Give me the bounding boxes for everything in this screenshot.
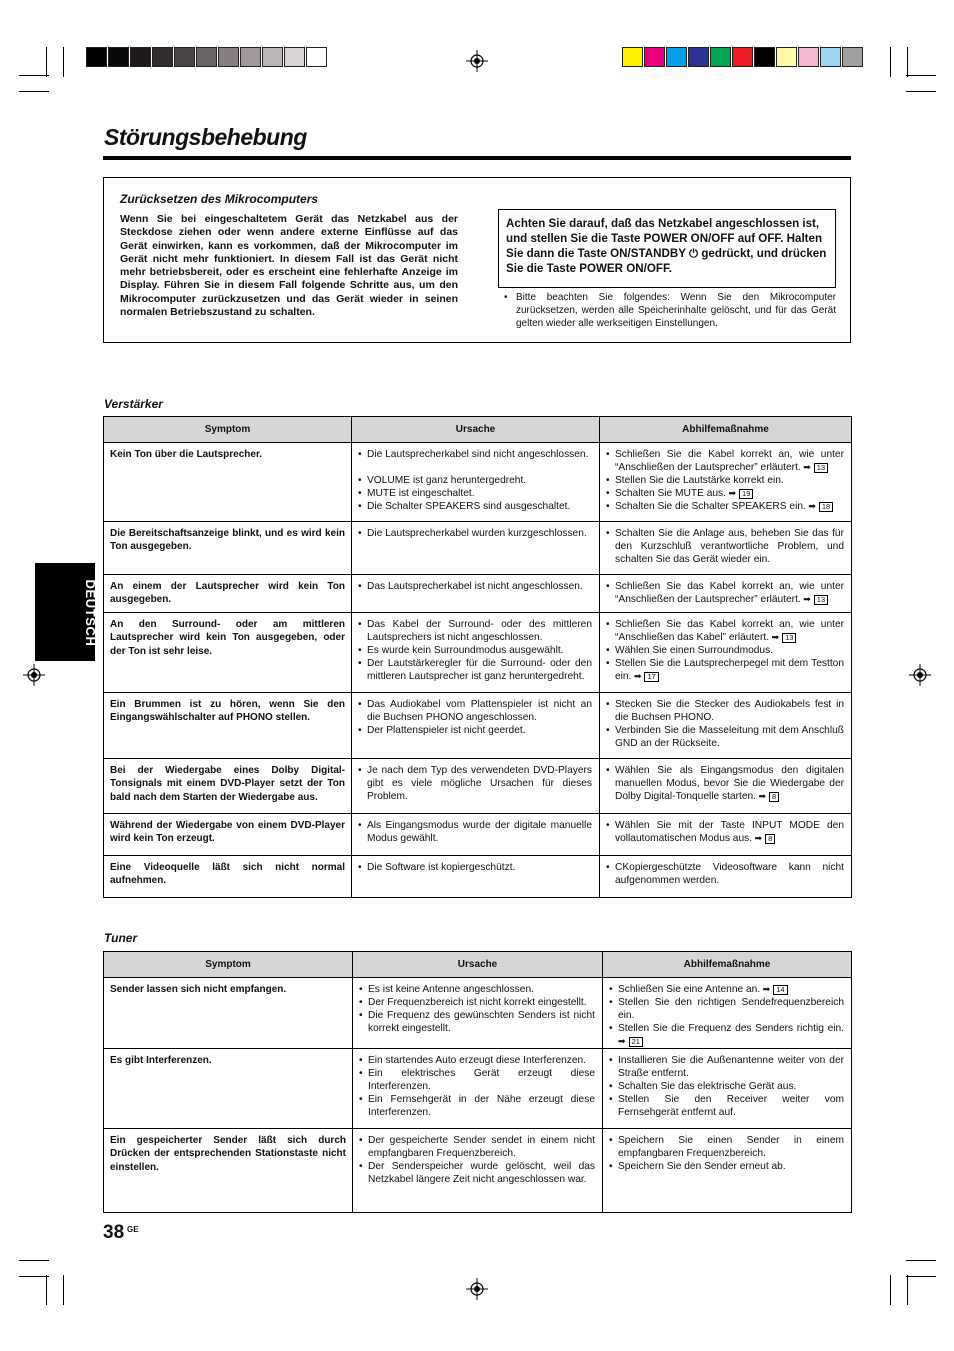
- list-item-text: Der Lautstärkeregler für die Surround- oder den mittleren Lautsprecher ist ganz heruntergedreht.: [367, 658, 592, 682]
- list-item-text: Schließen Sie die Kabel korrekt an, wie unter “Anschließen der Lautsprecher” erläutert.: [615, 449, 844, 473]
- page-reference-arrow-icon: ➡: [618, 1036, 626, 1046]
- list-item: [606, 500, 844, 513]
- color-swatch: [196, 47, 217, 67]
- list-item: [606, 657, 844, 683]
- page-reference: 14: [773, 985, 787, 995]
- list-item: [606, 819, 844, 845]
- column-header-cause: Ursache: [352, 417, 600, 443]
- list-item-text: Wählen Sie mit der Taste INPUT MODE den vollautomatischen Modus aus.: [615, 820, 844, 844]
- page-reference-arrow-icon: ➡: [805, 501, 816, 511]
- page-reference-arrow-icon: ➡: [725, 488, 737, 498]
- table-row: [104, 522, 852, 575]
- remedy-cell: [600, 814, 852, 856]
- table-row: [104, 443, 852, 522]
- table-row: [104, 978, 852, 1049]
- title-rule: [103, 156, 851, 160]
- list-item: [358, 698, 592, 724]
- amp-troubleshooting-table: [103, 416, 852, 898]
- cause-cell: [352, 693, 600, 759]
- page-reference: 13: [814, 463, 828, 473]
- list-item-text: Stellen Sie den richtigen Sendefrequenzbereich ein.: [618, 997, 844, 1021]
- symptom-cell: An den Surround- oder am mittleren Lautsprecher wird kein Ton ausgegeben, oder der Ton ist sehr leise.: [104, 613, 352, 693]
- remedy-cell: [600, 759, 852, 814]
- color-swatch: [86, 47, 107, 67]
- cause-cell: [353, 1049, 603, 1129]
- remedy-cell: [600, 693, 852, 759]
- list-item-text: Schließen Sie das Kabel korrekt an, wie unter “Anschließen der Lautsprecher” erläutert.: [615, 581, 844, 605]
- list-item-text: Installieren Sie die Außenantenne weiter von der Straße entfernt.: [618, 1055, 844, 1079]
- symptom-cell: Eine Videoquelle läßt sich nicht normal aufnehmen.: [104, 856, 352, 898]
- color-swatch: [262, 47, 283, 67]
- list-item: [358, 657, 592, 683]
- color-swatch: [152, 47, 173, 67]
- list-item-text: Die Lautsprecherkabel sind nicht angeschlossen.: [367, 449, 589, 460]
- color-swatch: [284, 47, 305, 67]
- list-item: [606, 448, 844, 474]
- remedy-cell: [603, 1049, 852, 1129]
- remedy-cell: [600, 522, 852, 575]
- page-reference: 18: [819, 502, 833, 512]
- list-item: [606, 580, 844, 606]
- list-item: [359, 1067, 595, 1093]
- list-item-text: Ein Fernsehgerät in der Nähe erzeugt diese Interferenzen.: [368, 1094, 595, 1118]
- list-item-text: Stecken Sie die Stecker des Audiokabels fest in die Buchsen PHONO.: [615, 699, 844, 723]
- list-item: [606, 618, 844, 644]
- reset-section: [103, 177, 851, 343]
- symptom-cell: Es gibt Interferenzen.: [104, 1049, 353, 1129]
- symptom-cell: Bei der Wiedergabe eines Dolby Digital-Tonsignals mit einem DVD-Player setzt der Ton bald nach dem Starten der Wiedergabe aus.: [104, 759, 352, 814]
- color-swatch: [754, 47, 775, 67]
- list-item-text: Ein elektrisches Gerät erzeugt diese Interferenzen.: [368, 1068, 595, 1092]
- page-reference-arrow-icon: ➡: [800, 594, 811, 604]
- list-item-text: VOLUME ist ganz heruntergedreht.: [367, 475, 527, 486]
- table-row: [104, 1049, 852, 1129]
- page-reference: 8: [765, 834, 775, 844]
- list-item-text: Wählen Sie als Eingangsmodus den digitalen manuellen Modus, bevor Sie die Wiedergabe der Dolby Digital-Tonquelle starten.: [615, 765, 844, 802]
- list-item: [609, 1134, 844, 1160]
- list-item: [609, 1093, 844, 1119]
- list-item-text: Das Kabel der Surround- oder des mittleren Lautsprechers ist nicht angeschlossen.: [367, 619, 592, 643]
- table-row: [104, 575, 852, 613]
- column-header-remedy: Abhilfemaßnahme: [603, 952, 852, 978]
- list-item: [358, 618, 592, 644]
- color-swatch: [776, 47, 797, 67]
- list-item-text: Die Software ist kopiergeschützt.: [367, 862, 516, 873]
- remedy-cell: [603, 978, 852, 1049]
- color-swatch: [108, 47, 129, 67]
- list-item: [606, 527, 844, 566]
- list-item: [609, 1022, 844, 1048]
- list-item: [359, 996, 595, 1009]
- list-item-text: Der Plattenspieler ist nicht geerdet.: [367, 725, 526, 736]
- list-item-text: Die Schalter SPEAKERS sind ausgeschaltet.: [367, 501, 571, 512]
- amp-heading: Verstärker: [104, 397, 163, 411]
- list-item: [358, 527, 592, 540]
- table-row: [104, 759, 852, 814]
- color-swatch: [666, 47, 687, 67]
- cmyk-color-bar: [622, 47, 864, 67]
- page-reference-arrow-icon: ➡: [800, 462, 811, 472]
- registration-mark-icon: [466, 50, 488, 72]
- remedy-cell: [600, 443, 852, 522]
- list-item-text: Schließen Sie eine Antenne an.: [618, 984, 761, 995]
- list-item: [609, 1160, 844, 1173]
- reset-heading: Zurücksetzen des Mikrocomputers: [120, 192, 319, 206]
- list-item-text: Verbinden Sie die Masseleitung mit dem Anschluß GND an der Rückseite.: [615, 725, 844, 749]
- list-item-text: Ein startendes Auto erzeugt diese Interferenzen.: [368, 1055, 587, 1066]
- page-language-code: GE: [127, 1225, 139, 1234]
- list-item: [606, 861, 844, 887]
- page-number: 38: [103, 1222, 125, 1243]
- list-item: [359, 1160, 595, 1186]
- list-item: [606, 724, 844, 750]
- cause-cell: [353, 1129, 603, 1213]
- list-item-text: Wählen Sie einen Surroundmodus.: [615, 645, 774, 656]
- list-item-text: Stellen Sie die Lautsprecherpegel mit dem Testton ein.: [615, 658, 844, 682]
- list-item-text: Die Frequenz des gewünschten Senders ist nicht korrekt eingestellt.: [368, 1010, 595, 1034]
- symptom-cell: Kein Ton über die Lautsprecher.: [104, 443, 352, 522]
- symptom-cell: An einem der Lautsprecher wird kein Ton ausgegeben.: [104, 575, 352, 613]
- grayscale-color-bar: [86, 47, 328, 67]
- remedy-cell: [603, 1129, 852, 1213]
- list-item: [358, 644, 592, 657]
- reset-note: • Bitte beachten Sie folgendes: Wenn Sie den Mikrocomputer zurücksetzen, werden alle Speicherinhalte gelöscht, und für das Gerät gelten wieder alle werkseitigen Einstellungen.: [504, 292, 836, 329]
- remedy-cell: [600, 575, 852, 613]
- list-item-text: Es ist keine Antenne angeschlossen.: [368, 984, 534, 995]
- cause-cell: [352, 759, 600, 814]
- list-item-text: Schalten Sie die Anlage aus, beheben Sie das für den Kurzschluß verantwortliche Problem, und schalten Sie das Gerät wieder ein.: [615, 528, 844, 565]
- color-swatch: [240, 47, 261, 67]
- table-row: [104, 814, 852, 856]
- cause-cell: [352, 443, 600, 522]
- cause-cell: [352, 814, 600, 856]
- list-item-text: Stellen Sie die Frequenz des Senders richtig ein.: [618, 1023, 844, 1034]
- column-header-symptom: Symptom: [104, 952, 353, 978]
- page-reference-arrow-icon: ➡: [752, 833, 763, 843]
- color-swatch: [842, 47, 863, 67]
- color-swatch: [306, 47, 327, 67]
- list-item: [358, 764, 592, 803]
- list-item-text: Schalten Sie die Schalter SPEAKERS ein.: [615, 501, 806, 512]
- list-item: [606, 698, 844, 724]
- color-swatch: [820, 47, 841, 67]
- list-item: [359, 1054, 595, 1067]
- table-row: [104, 693, 852, 759]
- registration-mark-icon: [909, 664, 931, 686]
- registration-mark-icon: [23, 664, 45, 686]
- list-item-text: Es wurde kein Surroundmodus ausgewählt.: [367, 645, 564, 656]
- cause-cell: [352, 856, 600, 898]
- registration-mark-icon: [466, 1278, 488, 1300]
- list-item-text: Je nach dem Typ des verwendeten DVD-Players gibt es viele mögliche Ursachen für dieses Problem.: [367, 765, 592, 802]
- color-swatch: [622, 47, 643, 67]
- list-item-text: Die Lautsprecherkabel wurden kurzgeschlossen.: [367, 528, 587, 539]
- page-reference: 8: [769, 792, 779, 802]
- color-swatch: [732, 47, 753, 67]
- list-item-text: Speichern Sie einen Sender in einem empfangbaren Frequenzbereich.: [618, 1135, 844, 1159]
- page-reference: 19: [739, 489, 753, 499]
- table-row: [104, 856, 852, 898]
- list-item: [358, 474, 592, 487]
- list-item: [359, 1093, 595, 1119]
- page-reference: 21: [629, 1037, 643, 1047]
- remedy-cell: [600, 613, 852, 693]
- list-item-text: Schalten Sie das elektrische Gerät aus.: [618, 1081, 797, 1092]
- list-item-text: Schließen Sie das Kabel korrekt an, wie unter “Anschließen das Kabel” erläutert.: [615, 619, 844, 643]
- list-item-text: Das Lautsprecherkabel ist nicht angeschlossen.: [367, 581, 583, 592]
- language-tab-label: DEUTSCH: [83, 579, 98, 647]
- list-item-text: Der Frequenzbereich ist nicht korrekt eingestellt.: [368, 997, 587, 1008]
- list-item: [358, 861, 592, 874]
- page-reference-arrow-icon: ➡: [760, 984, 771, 994]
- color-swatch: [130, 47, 151, 67]
- color-swatch: [644, 47, 665, 67]
- color-swatch: [710, 47, 731, 67]
- list-item-text: Das Audiokabel vom Plattenspieler ist nicht an die Buchsen PHONO angeschlossen.: [367, 699, 592, 723]
- list-item: [359, 983, 595, 996]
- reset-note-text: Bitte beachten Sie folgendes: Wenn Sie den Mikrocomputer zurücksetzen, werden alle Speicherinhalte gelöscht, und für das Gerät gelten wieder alle werkseitigen Einstellungen.: [516, 292, 836, 329]
- list-item-text: Speichern Sie den Sender erneut ab.: [618, 1161, 786, 1172]
- list-item: [609, 1080, 844, 1093]
- column-header-remedy: Abhilfemaßnahme: [600, 417, 852, 443]
- symptom-cell: Sender lassen sich nicht empfangen.: [104, 978, 353, 1049]
- list-item: [609, 996, 844, 1022]
- color-swatch: [798, 47, 819, 67]
- reset-instructions: Achten Sie darauf, daß das Netzkabel angeschlossen ist, und stellen Sie die Taste POWER ON/OFF auf OFF. Halten Sie dann die Taste ON/STANDBY ⏻ gedrückt, und drücken Sie die Taste POWER ON/OFF.: [498, 209, 836, 288]
- cause-cell: [352, 522, 600, 575]
- page-title: Störungsbehebung: [104, 124, 307, 150]
- cause-cell: [353, 978, 603, 1049]
- table-row: [104, 613, 852, 693]
- list-item: [606, 644, 844, 657]
- tuner-heading: Tuner: [104, 931, 138, 945]
- page-reference: 17: [644, 672, 658, 682]
- list-item: [358, 487, 592, 500]
- list-item: [606, 487, 844, 500]
- page-reference: 13: [814, 595, 828, 605]
- color-swatch: [174, 47, 195, 67]
- list-item: [606, 764, 844, 803]
- symptom-cell: Ein gespeicherter Sender läßt sich durch Drücken der entsprechenden Stationstaste nicht einstellen.: [104, 1129, 353, 1213]
- page-reference-arrow-icon: ➡: [631, 671, 642, 681]
- list-item-text: Der gespeicherte Sender sendet in einem nicht empfangbaren Frequenzbereich.: [368, 1135, 595, 1159]
- list-item-text: CKopiergeschützte Videosoftware kann nicht aufgenommen werden.: [615, 862, 844, 886]
- remedy-cell: [600, 856, 852, 898]
- color-swatch: [218, 47, 239, 67]
- symptom-cell: Die Bereitschaftsanzeige blinkt, und es wird kein Ton ausgegeben.: [104, 522, 352, 575]
- list-item: [359, 1134, 595, 1160]
- list-item-text: Stellen Sie den Receiver weiter vom Fernsehgerät entfernt auf.: [618, 1094, 844, 1118]
- column-header-symptom: Symptom: [104, 417, 352, 443]
- list-item-text: MUTE ist eingeschaltet.: [367, 488, 475, 499]
- list-item: [358, 500, 592, 513]
- list-item: [358, 819, 592, 845]
- list-item-text: Schalten Sie MUTE aus.: [615, 488, 726, 499]
- color-swatch: [688, 47, 709, 67]
- column-header-cause: Ursache: [353, 952, 603, 978]
- symptom-cell: Während der Wiedergabe von einem DVD-Player wird kein Ton erzeugt.: [104, 814, 352, 856]
- list-item: [358, 448, 592, 461]
- reset-paragraph: Wenn Sie bei eingeschaltetem Gerät das Netzkabel aus der Steckdose ziehen oder wenn andere externe Einflüsse auf das Gerät einwirken, kann es vorkommen, daß der Mikrocomputer im Gerät nicht mehr funktioniert. In diesem Fall ist das Gerät nicht mehr betriebsbereit, oder es erscheint eine fehlerhafte Anzeige im Display. Führen Sie in diesem Fall folgende Schritte aus, um den Mikrocomputer zurückzusetzen und das Gerät wieder in seinen normalen Betriebszustand zu schalten.: [120, 213, 458, 319]
- list-item: [609, 983, 844, 996]
- cause-cell: [352, 613, 600, 693]
- list-item-text: Stellen Sie die Lautstärke korrekt ein.: [615, 475, 784, 486]
- list-item: [358, 724, 592, 737]
- list-item: [358, 580, 592, 593]
- symptom-cell: Ein Brummen ist zu hören, wenn Sie den Eingangswählschalter auf PHONO stellen.: [104, 693, 352, 759]
- list-item: [359, 1009, 595, 1035]
- table-row: [104, 1129, 852, 1213]
- cause-cell: [352, 575, 600, 613]
- page-reference-arrow-icon: ➡: [756, 791, 767, 801]
- page-reference: 13: [782, 633, 796, 643]
- page-reference-arrow-icon: ➡: [769, 632, 780, 642]
- tuner-troubleshooting-table: [103, 951, 852, 1213]
- list-item-text: Als Eingangsmodus wurde der digitale manuelle Modus gewählt.: [367, 820, 592, 844]
- list-item: [606, 474, 844, 487]
- list-item: [609, 1054, 844, 1080]
- list-item-text: Der Senderspeicher wurde gelöscht, weil das Netzkabel längere Zeit nicht angeschlossen war.: [368, 1161, 595, 1185]
